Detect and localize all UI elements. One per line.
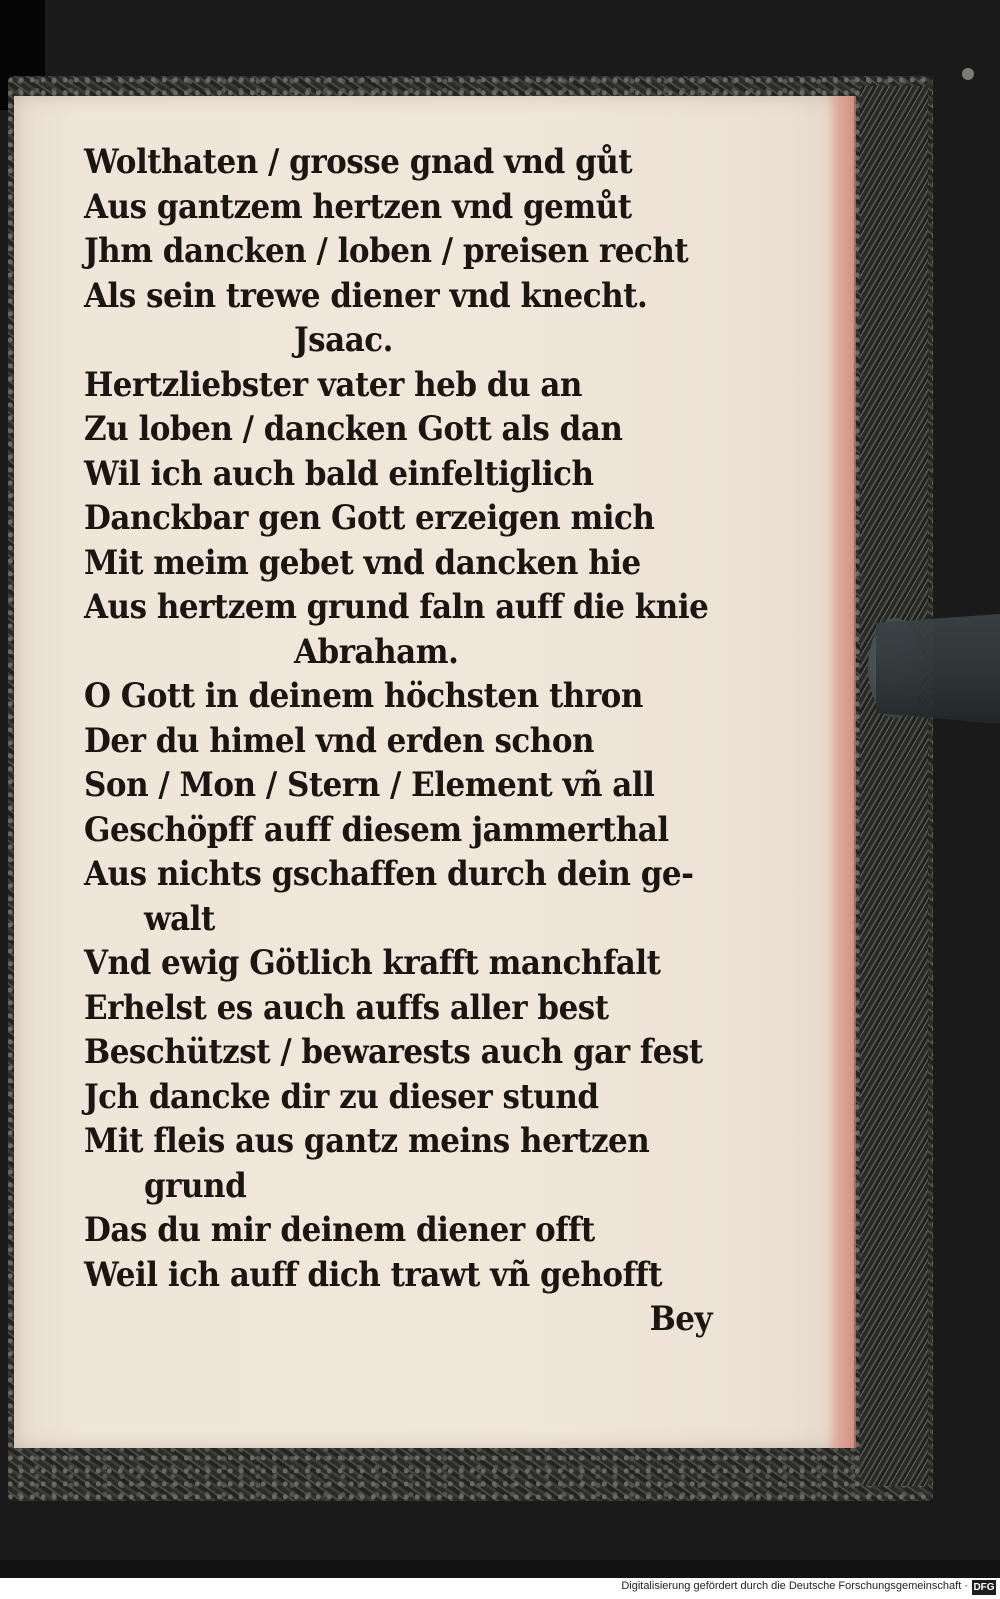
verse-line: Hertzliebster vater heb du an: [84, 365, 582, 404]
verse-line: Beschützst / bewarests auch gar fest: [84, 1032, 703, 1072]
verse-line: Jch dancke dir zu dieser stund: [84, 1077, 599, 1116]
verse-line-continuation: grund: [144, 1166, 247, 1205]
verse-line: Geschöpff auff diesem jammerthal: [84, 810, 669, 849]
verse-line: Son / Mon / Stern / Element vñ all: [84, 765, 655, 805]
verse-line: Wil ich auch bald einfeltiglich: [84, 454, 594, 493]
bookmark-ribbon: [876, 614, 1000, 724]
verse-line: Mit fleis aus gantz meins hertzen: [84, 1121, 650, 1161]
verse-line: Aus nichts gschaffen durch dein ge-: [84, 854, 694, 894]
verse-line: Weil ich auff dich trawt vñ gehofft: [84, 1255, 663, 1294]
verse-line: O Gott in deinem höchsten thron: [84, 676, 643, 716]
verse-line: Als sein trewe diener vnd knecht.: [84, 276, 648, 315]
verse-line: Zu loben / dancken Gott als dan: [84, 409, 623, 449]
book-cover-edge: [860, 86, 928, 1486]
funding-credit: Digitalisierung gefördert durch die Deutsche Forschungsgemeinschaft ·: [621, 1580, 968, 1592]
speaker-name: Abraham.: [294, 632, 459, 671]
verse-line: Das du mir deinem diener offt: [84, 1210, 595, 1250]
verse-text: [84, 140, 724, 1342]
verse-line-continuation: walt: [144, 899, 215, 938]
verse-line: Der du himel vnd erden schon: [84, 721, 595, 760]
page-edge: [826, 96, 856, 1448]
dfg-logo: DFG: [973, 1582, 995, 1593]
verse-line: Aus hertzem grund faln auff die knie: [84, 587, 709, 627]
speaker-name: Jsaac.: [294, 320, 393, 360]
verse-line: Vnd ewig Götlich krafft manchfalt: [84, 943, 661, 983]
verse-line: Wolthaten / grosse gnad vnd gůt: [84, 142, 633, 182]
verse-line: Danckbar gen Gott erzeigen mich: [84, 498, 655, 538]
verse-line: Jhm dancken / loben / preisen recht: [84, 231, 689, 271]
verse-line: Mit meim gebet vnd dancken hie: [84, 543, 641, 582]
catchword: Bey: [649, 1299, 712, 1339]
scan-dust: [962, 68, 974, 80]
verse-line: Aus gantzem hertzen vnd gemůt: [84, 187, 632, 226]
verse-line: Erhelst es auch auffs aller best: [84, 988, 609, 1027]
